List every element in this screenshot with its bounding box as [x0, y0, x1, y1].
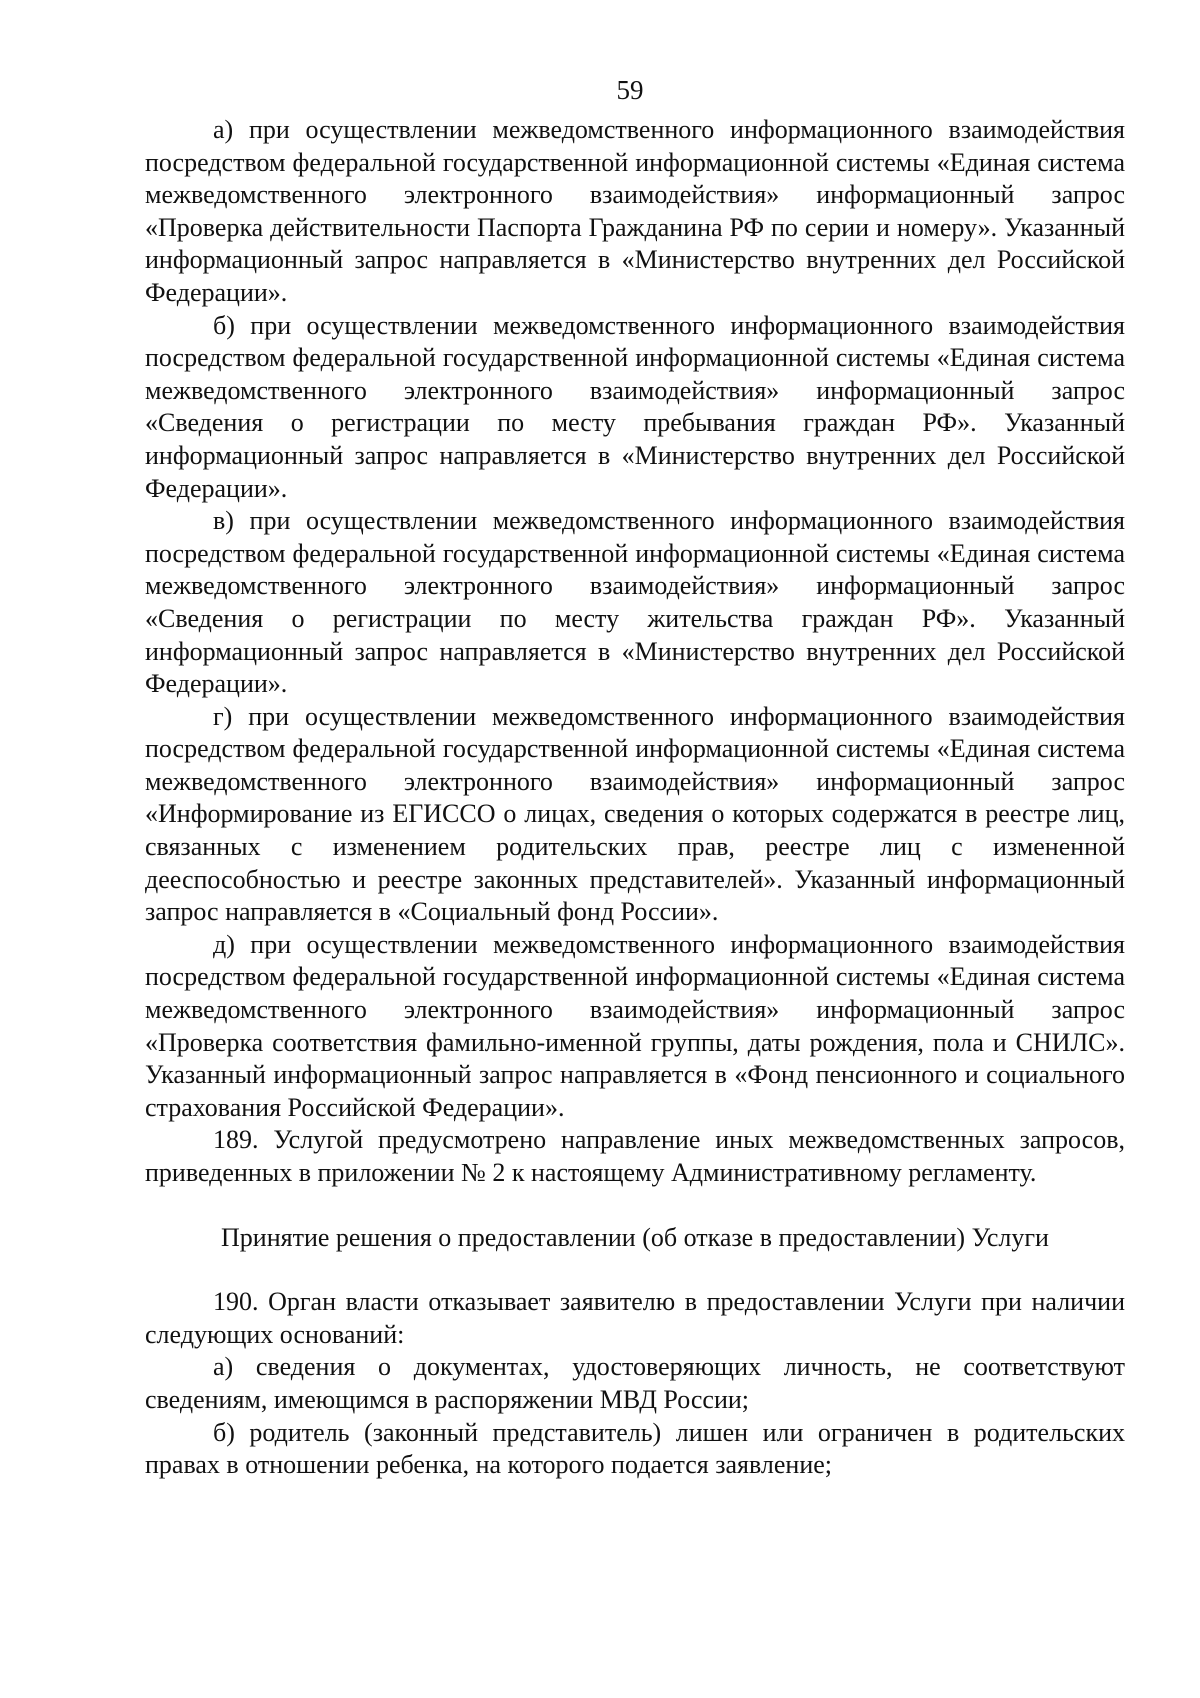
document-body: [145, 114, 1125, 1482]
paragraph-d-snils-check: д) при осуществлении межведомственного информационного взаимодействия посредством федеральной государственной информационной системы «Единая система межведомственного электронного взаимодействия» информационный запрос «Проверка соответствия фамильно-именной группы, даты рождения, пола и СНИЛС». Указанный информационный запрос направляется в «Фонд пенсионного и социального страхования Российской Федерации».: [145, 929, 1125, 1122]
paragraph-v-residence-registration: в) при осуществлении межведомственного информационного взаимодействия посредством федеральной государственной информационной системы «Единая система межведомственного электронного взаимодействия» информационный запрос «Сведения о регистрации по месту жительства граждан РФ». Указанный информационный запрос направляется в «Министерство внутренних дел Российской Федерации».: [145, 506, 1125, 699]
paragraph-b-stay-registration: б) при осуществлении межведомственного информационного взаимодействия посредством федеральной государственной информационной системы «Единая система межведомственного электронного взаимодействия» информационный запрос «Сведения о регистрации по месту пребывания граждан РФ». Указанный информационный запрос направляется в «Министерство внутренних дел Российской Федерации».: [145, 310, 1125, 503]
paragraph-a-passport-check: а) при осуществлении межведомственного информационного взаимодействия посредством федеральной государственной информационной системы «Единая система межведомственного электронного взаимодействия» информационный запрос «Проверка действительности Паспорта Гражданина РФ по серии и номеру». Указанный информационный запрос направляется в «Министерство внутренних дел Российской Федерации».: [145, 115, 1125, 307]
paragraph-190-b: б) родитель (законный представитель) лишен или ограничен в родительских правах в отношении ребенка, на которого подается заявление;: [145, 1417, 1125, 1480]
paragraph-190: 190. Орган власти отказывает заявителю в предоставлении Услуги при наличии следующих оснований:: [145, 1287, 1125, 1349]
paragraph-189: 189. Услугой предусмотрено направление иных межведомственных запросов, приведенных в приложении № 2 к настоящему Административному регламенту.: [145, 1125, 1125, 1187]
paragraph-g-egisso: г) при осуществлении межведомственного информационного взаимодействия посредством федеральной государственной информационной системы «Единая система межведомственного электронного взаимодействия» информационный запрос «Информирование из ЕГИССО о лицах, сведения о которых содержатся в реестре лиц, связанных с изменением родительских прав, реестре лиц с измененной дееспособностью и реестре законных представителей». Указанный информационный запрос направляется в «Социальный фонд России».: [145, 701, 1125, 927]
paragraph-190-a: а) сведения о документах, удостоверяющих личность, не соответствуют сведениям, имеющимся в распоряжении МВД России;: [145, 1352, 1125, 1414]
page-number: 59: [616, 75, 644, 105]
section-heading: Принятие решения о предоставлении (об отказе в предоставлении) Услуги: [221, 1222, 1049, 1252]
